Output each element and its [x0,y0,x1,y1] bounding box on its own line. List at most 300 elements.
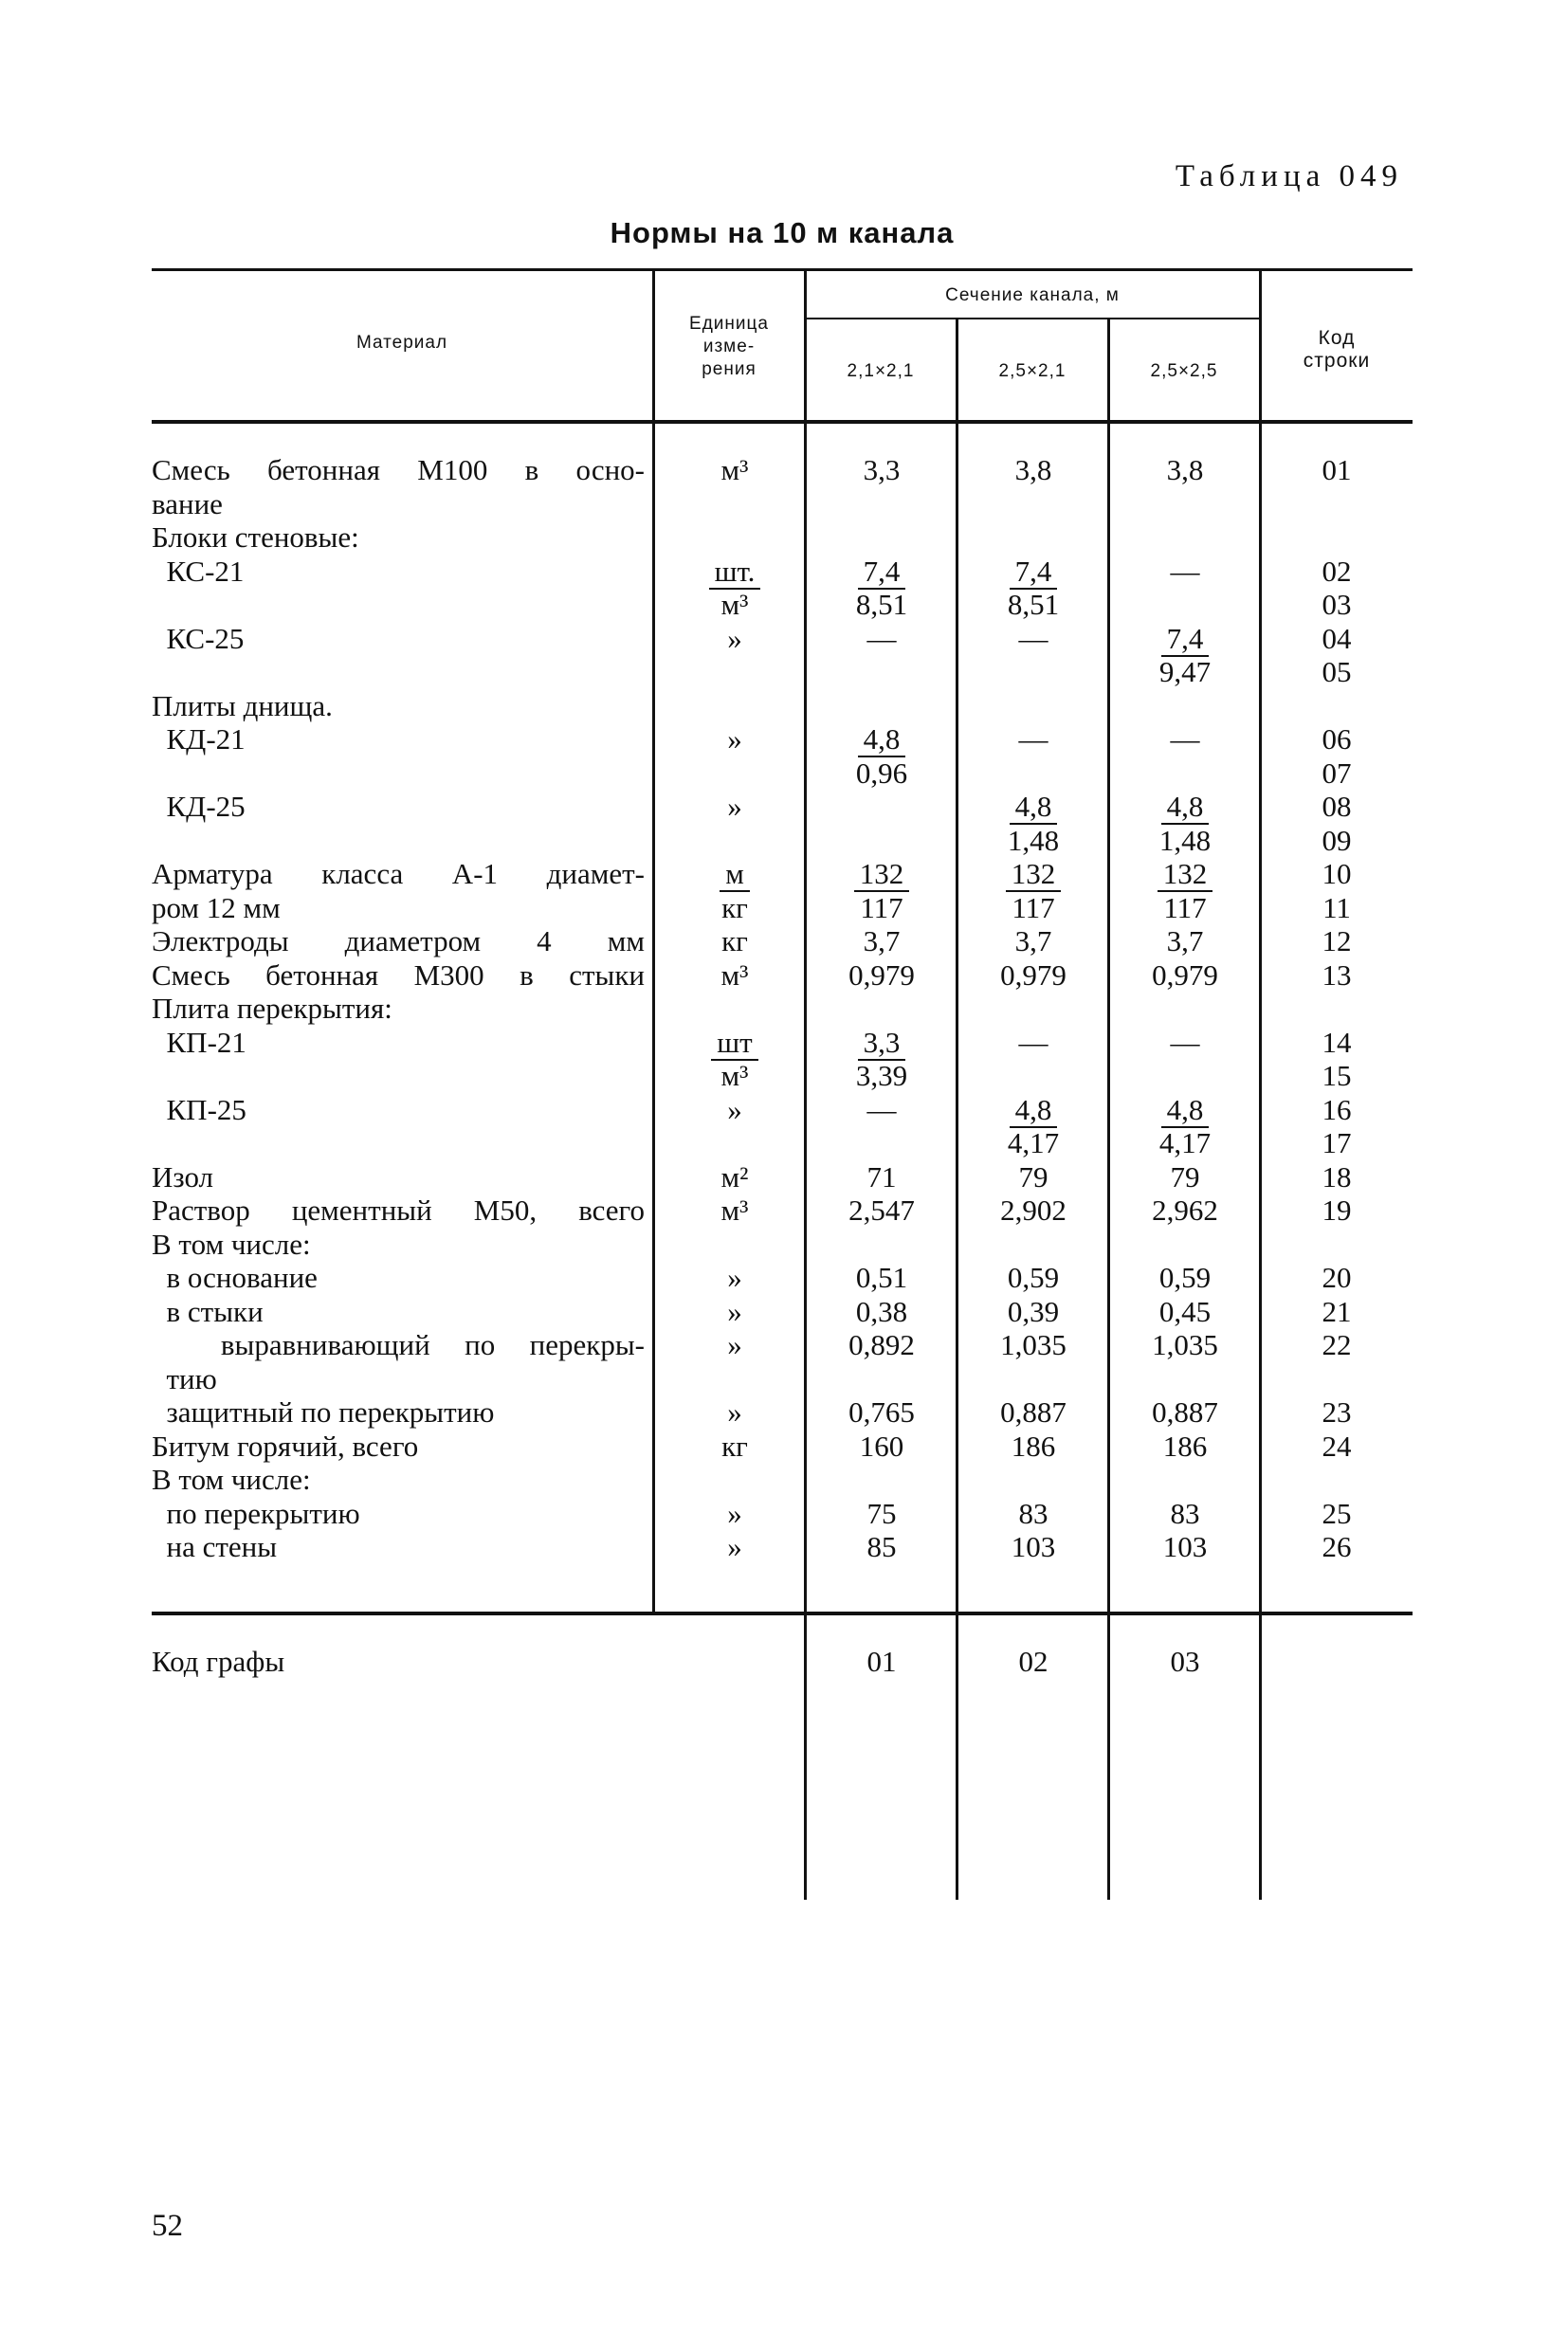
cell-text: 3,3 [863,453,901,486]
row-code-cell [1261,824,1413,858]
cell-text: 4,8 [858,723,906,757]
value-cell-c1 [806,622,957,656]
cell-text: — [1170,554,1200,588]
value-cell-c2 [957,453,1109,487]
header-unit [654,313,804,381]
row-code-cell [1261,1362,1413,1396]
header-unit-line-1: Единица [689,314,769,334]
cell-text: 4,8 [1010,1094,1058,1128]
row-code-cell [1261,689,1413,723]
row-code-cell [1261,722,1413,756]
value-cell-c3 [1109,1228,1261,1262]
row-code-cell [1261,487,1413,521]
cell-text: 3,7 [1166,924,1204,957]
cell-text: м³ [720,453,749,486]
page-number: 52 [152,2209,183,2243]
material-cell: КП-21 [152,1025,246,1059]
value-cell-c3 [1109,555,1261,589]
value-cell-c2 [957,1497,1109,1531]
row-code-cell [1261,453,1413,487]
cell-text: 83 [1170,1496,1200,1530]
cell-text: м³ [720,1059,749,1092]
row-code-cell [1261,1059,1413,1093]
table-row [152,1261,1413,1295]
table-row [152,1430,1413,1464]
cell-text: 0,979 [1000,957,1067,992]
row-code-cell [1261,1530,1413,1564]
unit-cell [664,891,806,925]
material-cell: в основание [152,1261,318,1294]
header-size-3: 2,5×2,5 [1150,361,1218,381]
cell-text: 4,8 [1010,791,1058,825]
cell-text: 25 [1322,1496,1352,1530]
cell-text: кг [721,924,748,957]
cell-text: 4,8 [1161,791,1210,825]
value-cell-c3 [1109,655,1261,689]
unit-cell [664,1093,806,1127]
value-cell-c1 [806,722,957,756]
cell-text: 71 [866,1159,897,1194]
value-cell-c3 [1109,1194,1261,1228]
value-cell-c2 [957,857,1109,891]
value-cell-c1 [806,453,957,487]
value-cell-c1 [806,1093,957,1127]
table-top-rule [152,268,1413,271]
value-cell-c2 [957,1328,1109,1362]
material-cell: Блоки стеновые: [152,520,359,554]
cell-text: 103 [1011,1530,1056,1563]
unit-cell [664,622,806,656]
value-cell-c1 [806,1430,957,1464]
row-code-cell [1261,622,1413,656]
table-row [152,1160,1413,1194]
cell-text: — [866,621,897,655]
cell-text: — [1018,1025,1048,1059]
value-cell-c1 [806,1463,957,1497]
cell-text: 0,892 [848,1328,915,1361]
table-row [152,555,1413,589]
cell-text: 19 [1322,1194,1352,1227]
value-cell-c2 [957,924,1109,958]
cell-text: 3,8 [1166,453,1204,486]
row-code-cell [1261,655,1413,689]
cell-text: 14 [1322,1025,1352,1059]
value-cell-c2 [957,1194,1109,1228]
row-code-cell [1261,958,1413,993]
table-row [152,1059,1413,1093]
cell-text: 3,3 [858,1027,906,1061]
value-cell-c2 [957,1228,1109,1262]
cell-text: 3,8 [1014,453,1052,486]
table-row [152,689,1413,723]
row-code-cell [1261,857,1413,891]
material-cell: ром 12 мм [152,890,281,924]
cell-text: » [727,790,742,823]
value-cell-c2 [957,1160,1109,1194]
table-row [152,790,1413,824]
value-cell-c1 [806,1295,957,1329]
row-code-cell [1261,1328,1413,1362]
row-code-cell [1261,1160,1413,1194]
value-cell-c2 [957,756,1109,791]
value-cell-c3 [1109,689,1261,723]
cell-text: » [727,621,742,655]
cell-text: шт [711,1027,757,1061]
value-cell-c1 [806,824,957,858]
value-cell-c3 [1109,722,1261,756]
row-code-cell [1261,1463,1413,1497]
value-cell-c1 [806,1530,957,1564]
value-cell-c2 [957,689,1109,723]
value-cell-c1 [806,487,957,521]
table-row [152,1530,1413,1564]
value-cell-c3 [1109,1328,1261,1362]
row-code-cell [1261,1093,1413,1127]
row-code-cell [1261,1430,1413,1464]
cell-text: 17 [1322,1126,1352,1159]
header-unit-line-3: рения [702,359,757,379]
table-row [152,1328,1413,1362]
cell-text: м² [720,1159,749,1194]
cell-text: 0,59 [1158,1261,1212,1294]
value-cell-c3 [1109,1026,1261,1060]
value-cell-c2 [957,1026,1109,1060]
material-cell: КП-25 [152,1092,246,1126]
value-cell-c2 [957,1295,1109,1329]
unit-cell [664,1463,806,1497]
unit-cell [664,1362,806,1396]
cell-text: 83 [1018,1496,1048,1530]
value-cell-c2 [957,487,1109,521]
cell-text: 13 [1322,957,1352,992]
value-cell-c2 [957,1261,1109,1295]
unit-cell [664,1328,806,1362]
cell-text: 05 [1322,655,1352,688]
cell-text: 06 [1322,722,1352,756]
value-cell-c2 [957,1395,1109,1430]
cell-text: 186 [1162,1429,1208,1463]
material-cell: в стыки [152,1294,264,1328]
material-cell: КД-25 [152,790,246,823]
value-cell-c3 [1109,1059,1261,1093]
value-cell-c1 [806,992,957,1026]
unit-cell [664,487,806,521]
value-cell-c1 [806,655,957,689]
value-cell-c2 [957,824,1109,858]
row-code-cell [1261,756,1413,791]
cell-text: 4,17 [1007,1126,1060,1159]
cell-text: 1,48 [1007,823,1060,857]
row-code-cell [1261,588,1413,622]
unit-cell [664,756,806,791]
cell-text: 79 [1018,1159,1048,1194]
material-cell: на стены [152,1530,278,1563]
value-cell-c1 [806,1261,957,1295]
unit-cell [664,1059,806,1093]
material-cell: КС-21 [152,554,245,588]
value-cell-c2 [957,520,1109,555]
material-cell: КС-25 [152,621,245,655]
cell-text: 0,96 [855,756,908,790]
cell-text: 04 [1322,621,1352,655]
cell-text: 1,48 [1158,823,1212,857]
value-cell-c1 [806,1497,957,1531]
material-cell: Битум горячий, всего [152,1429,419,1463]
table-row [152,1395,1413,1430]
cell-text: 3,7 [1014,924,1052,957]
table-row [152,924,1413,958]
row-code-cell [1261,790,1413,824]
unit-cell [664,1497,806,1531]
table-number-label: Таблица 049 [1175,159,1403,193]
table-row [152,958,1413,993]
table-row [152,1463,1413,1497]
header-row-code-line-2: строки [1303,350,1371,372]
cell-text: 117 [860,890,903,924]
cell-text: » [727,1294,742,1328]
value-cell-c2 [957,790,1109,824]
cell-text: 4,8 [1161,1094,1210,1128]
value-cell-c3 [1109,756,1261,791]
cell-text: » [727,1530,742,1563]
cell-text: 103 [1162,1530,1208,1563]
footer-label: Код графы [152,1645,285,1678]
value-cell-c1 [806,1328,957,1362]
unit-cell [664,790,806,824]
cell-text: 8,51 [1007,588,1060,621]
row-code-cell [1261,1194,1413,1228]
cell-text: 117 [1163,890,1207,924]
cell-text: 10 [1322,857,1352,890]
unit-cell [664,1430,806,1464]
cell-text: — [866,1092,897,1126]
cell-text: 85 [866,1530,897,1563]
value-cell-c2 [957,722,1109,756]
row-code-cell [1261,1126,1413,1160]
cell-text: 03 [1322,588,1352,621]
material-cell: КД-21 [152,722,246,756]
table-row [152,891,1413,925]
unit-cell [664,857,806,891]
value-cell-c3 [1109,520,1261,555]
footer-row [152,1645,1413,1679]
value-cell-c1 [806,1160,957,1194]
value-cell-c2 [957,1463,1109,1497]
cell-text: 132 [1158,858,1213,892]
unit-cell [664,655,806,689]
unit-cell [664,1261,806,1295]
value-cell-c2 [957,655,1109,689]
cell-text: 132 [854,858,910,892]
value-cell-c3 [1109,1362,1261,1396]
table-row [152,453,1413,487]
unit-cell [664,1395,806,1430]
cell-text: 7,4 [1161,623,1210,657]
table-row [152,824,1413,858]
material-cell: Плита перекрытия: [152,992,392,1025]
unit-cell [664,1295,806,1329]
value-cell-c3 [1109,958,1261,993]
value-cell-c1 [806,958,957,993]
cell-text: шт. [709,556,761,590]
cell-text: 4,17 [1158,1126,1212,1159]
table-row [152,1026,1413,1060]
value-cell-c2 [957,1362,1109,1396]
cell-text: 16 [1322,1092,1352,1126]
row-code-cell [1261,520,1413,555]
value-cell-c2 [957,1093,1109,1127]
material-cell: тию [152,1361,217,1395]
cell-text: 132 [1006,858,1062,892]
value-cell-c1 [806,1362,957,1396]
cell-text: 117 [1012,890,1055,924]
value-cell-c1 [806,891,957,925]
header-row-code-line-1: Код [1318,327,1356,349]
value-cell-c2 [957,1059,1109,1093]
cell-text: 8,51 [855,588,908,621]
value-cell-c1 [806,790,957,824]
cell-text: 0,887 [1000,1395,1067,1429]
cell-text: 01 [1322,453,1352,486]
cell-text: 75 [866,1496,897,1530]
value-cell-c1 [806,924,957,958]
row-code-cell [1261,1497,1413,1531]
footer-code-1: 01 [866,1645,897,1678]
cell-text: » [727,722,742,756]
table-row [152,487,1413,521]
value-cell-c3 [1109,453,1261,487]
cell-text: » [727,1092,742,1126]
value-cell-c1 [806,1194,957,1228]
material-cell: вание [152,486,223,520]
cell-text: 3,7 [863,924,901,957]
header-size-2: 2,5×2,1 [998,361,1067,381]
cell-text: » [727,1496,742,1530]
unit-cell [664,520,806,555]
cell-text: 9,47 [1158,655,1212,688]
value-cell-c3 [1109,891,1261,925]
cell-text: 24 [1322,1429,1352,1463]
table-row [152,1126,1413,1160]
table-row [152,1194,1413,1228]
cell-text: — [1018,722,1048,756]
unit-cell [664,824,806,858]
value-cell-c3 [1109,487,1261,521]
value-cell-c1 [806,756,957,791]
cell-text: 09 [1322,823,1352,857]
table-title: Нормы на 10 м канала [610,216,955,249]
material-cell: Смесь бетонная М300 в стыки [152,957,645,992]
cell-text: 2,962 [1152,1194,1218,1227]
table-row [152,756,1413,791]
cell-text: м [720,858,750,892]
table-row [152,588,1413,622]
unit-cell [664,588,806,622]
unit-cell [664,958,806,993]
value-cell-c3 [1109,824,1261,858]
section-header-rule [806,318,1261,319]
value-cell-c2 [957,1430,1109,1464]
header-material: Материал [356,333,448,353]
table-row [152,992,1413,1026]
value-cell-c2 [957,992,1109,1026]
table-row [152,520,1413,555]
header-section: Сечение канала, м [945,285,1120,305]
cell-text: — [1170,722,1200,756]
material-cell: Раствор цементный М50, всего [152,1194,645,1227]
value-cell-c2 [957,1530,1109,1564]
cell-text: » [727,1395,742,1429]
unit-cell [664,992,806,1026]
unit-cell [664,924,806,958]
cell-text: 0,38 [855,1294,908,1328]
value-cell-c3 [1109,924,1261,958]
cell-text: — [1170,1025,1200,1059]
cell-text: 15 [1322,1059,1352,1092]
cell-text: 0,979 [1152,957,1218,992]
value-cell-c3 [1109,622,1261,656]
cell-text: 23 [1322,1395,1352,1429]
unit-cell [664,722,806,756]
unit-cell [664,453,806,487]
row-code-cell [1261,1261,1413,1295]
cell-text: 3,39 [855,1059,908,1092]
material-cell: Арматура класса А-1 диамет- [152,857,645,890]
value-cell-c3 [1109,1295,1261,1329]
unit-cell [664,1126,806,1160]
row-code-cell [1261,992,1413,1026]
table-row [152,622,1413,656]
material-cell: В том числе: [152,1227,311,1261]
body-bottom-rule [152,1612,1413,1615]
row-code-cell [1261,1395,1413,1430]
cell-text: кг [721,1429,748,1463]
cell-text: 7,4 [858,556,906,590]
value-cell-c3 [1109,1261,1261,1295]
value-cell-c3 [1109,1160,1261,1194]
value-cell-c1 [806,1126,957,1160]
row-code-cell [1261,891,1413,925]
cell-text: 186 [1011,1429,1056,1463]
header-unit-line-2: изме- [702,337,756,356]
cell-text: 7,4 [1010,556,1058,590]
material-cell: выравнивающий по перекры- [152,1328,645,1361]
cell-text: м³ [720,588,749,621]
value-cell-c3 [1109,1430,1261,1464]
header-row-code [1261,327,1413,373]
unit-cell [664,1530,806,1564]
value-cell-c1 [806,1228,957,1262]
cell-text: 11 [1322,890,1351,924]
material-cell: Электроды диаметром 4 мм [152,924,645,957]
material-cell: В том числе: [152,1463,311,1496]
cell-text: 2,547 [848,1194,915,1227]
value-cell-c2 [957,1126,1109,1160]
cell-text: 12 [1322,924,1352,957]
table-row [152,722,1413,756]
row-code-cell [1261,1228,1413,1262]
cell-text: 0,979 [848,957,915,992]
value-cell-c3 [1109,1093,1261,1127]
cell-text: 22 [1322,1328,1352,1361]
material-cell: защитный по перекрытию [152,1395,495,1429]
value-cell-c3 [1109,1463,1261,1497]
row-code-cell [1261,924,1413,958]
cell-text: м³ [720,957,749,992]
value-cell-c1 [806,1395,957,1430]
cell-text: 0,887 [1152,1395,1218,1429]
cell-text: 07 [1322,756,1352,790]
